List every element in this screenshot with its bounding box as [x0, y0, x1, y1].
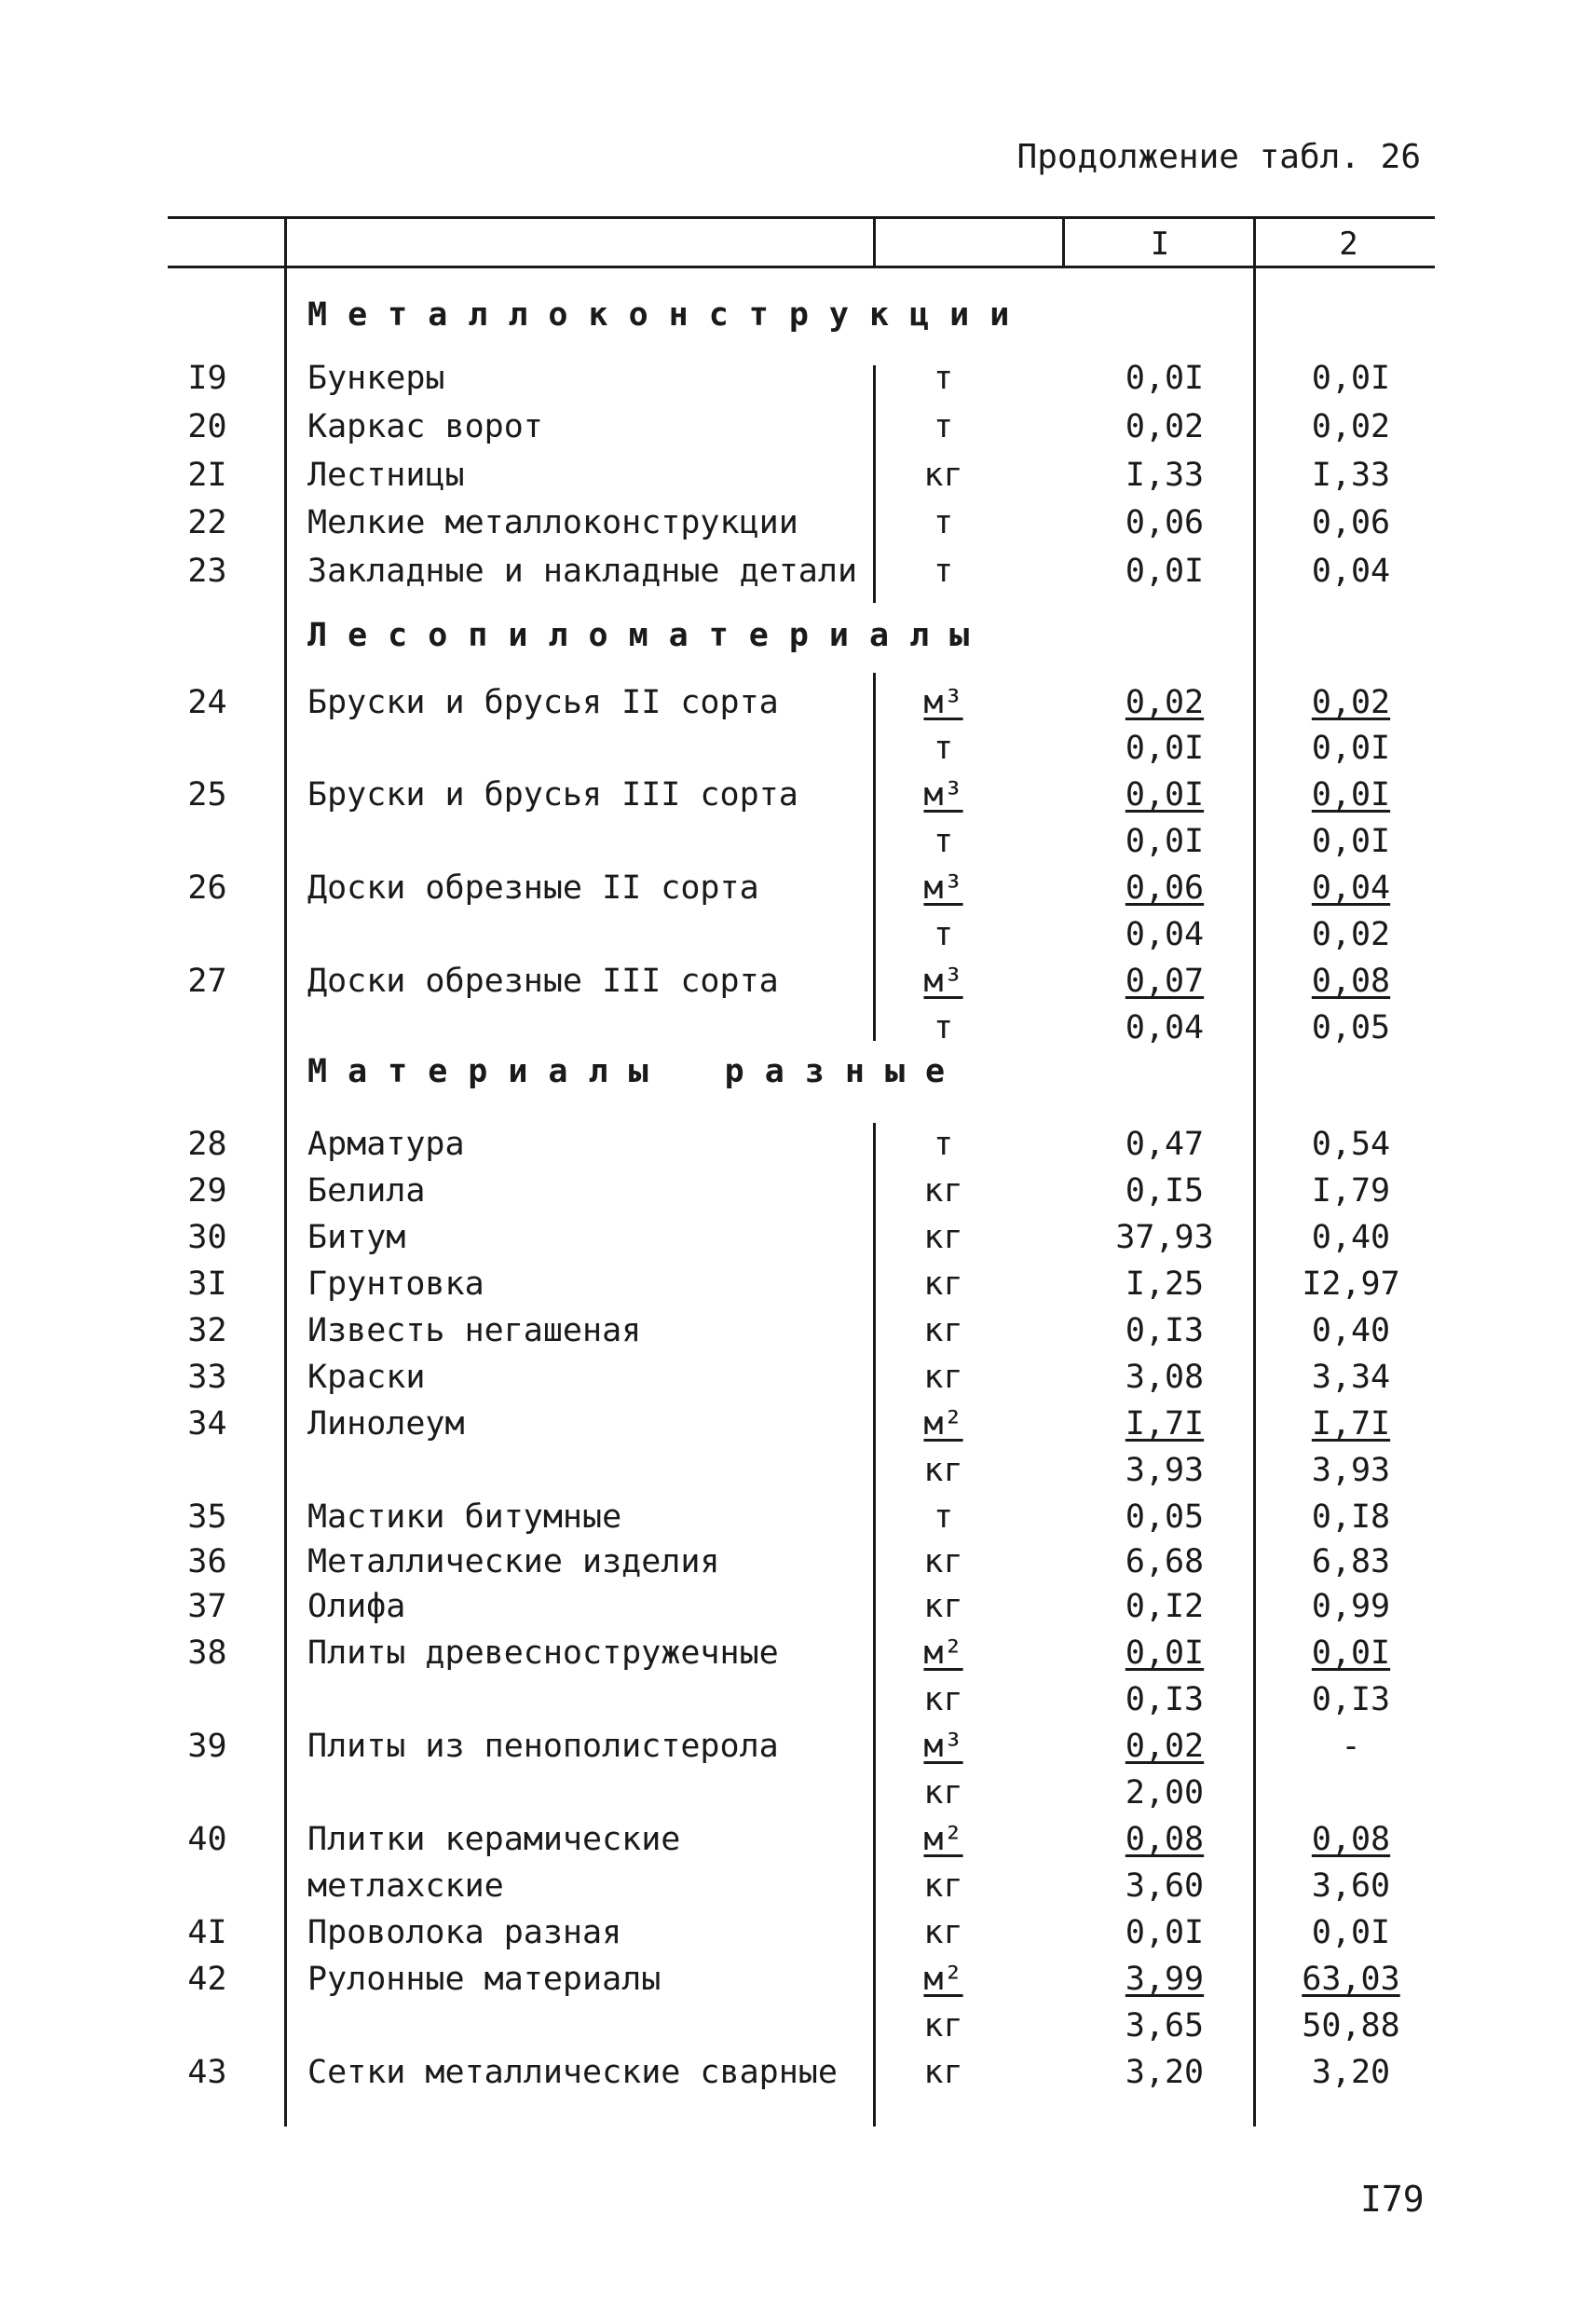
table-row: [0, 1727, 1596, 1773]
row-value-col1: 0,0I: [1125, 360, 1205, 397]
row-name: Каркас ворот: [307, 408, 543, 445]
row-name: Арматура: [307, 1126, 465, 1163]
table-row: [0, 1867, 1596, 1913]
row-name: Сетки металлические сварные: [307, 2054, 838, 2091]
row-value-col1: 0,04: [1125, 1009, 1205, 1046]
row-number: 2I: [187, 457, 227, 494]
row-unit: кг: [923, 1774, 963, 1812]
row-name: Известь негашеная: [307, 1312, 642, 1349]
row-value-col1: 3,20: [1125, 2054, 1205, 2091]
row-unit: т: [933, 504, 954, 541]
row-number: 35: [187, 1498, 227, 1536]
row-value-col1: 0,0I: [1125, 730, 1205, 767]
row-value-col1: 0,0I: [1125, 776, 1205, 814]
row-number: 42: [187, 1961, 227, 1998]
table-row: [0, 1218, 1596, 1265]
row-name: Белила: [307, 1172, 426, 1210]
row-unit: кг: [923, 1867, 963, 1905]
table-row: [0, 1265, 1596, 1311]
row-value-col1: 0,I3: [1125, 1681, 1205, 1718]
row-unit: кг: [923, 1452, 963, 1489]
row-value-col1: 0,02: [1125, 408, 1205, 445]
row-name: Бункеры: [307, 360, 445, 397]
row-value-col2: 6,83: [1311, 1543, 1391, 1580]
row-name: Проволока разная: [307, 1914, 622, 1951]
row-unit: м³: [923, 869, 963, 907]
table-row: [0, 1542, 1596, 1589]
row-unit: кг: [923, 457, 963, 494]
row-unit: м²: [923, 1821, 963, 1858]
row-value-col2: 0,54: [1311, 1126, 1391, 1163]
row-value-col2: -: [1341, 1728, 1361, 1765]
row-value-col2: 0,04: [1311, 553, 1391, 590]
row-value-col2: 63,03: [1302, 1961, 1400, 1998]
table-row: [0, 407, 1596, 454]
row-value-col2: 0,40: [1311, 1312, 1391, 1349]
row-value-col2: 0,0I: [1311, 1914, 1391, 1951]
row-unit: кг: [923, 1914, 963, 1951]
row-value-col1: 3,99: [1125, 1961, 1205, 1998]
row-number: 28: [187, 1126, 227, 1163]
row-number: 23: [187, 553, 227, 590]
row-value-col1: 3,60: [1125, 1867, 1205, 1905]
row-value-col2: 3,20: [1311, 2054, 1391, 2091]
row-unit: кг: [923, 2054, 963, 2091]
row-value-col2: 0,02: [1311, 684, 1391, 721]
row-unit: кг: [923, 1359, 963, 1396]
table-row: [0, 1311, 1596, 1358]
table-row: [0, 822, 1596, 868]
row-name: Рулонные материалы: [307, 1961, 662, 1998]
row-number: 22: [187, 504, 227, 541]
row-value-col1: 0,47: [1125, 1126, 1205, 1163]
row-value-col1: 0,08: [1125, 1821, 1205, 1858]
row-value-col2: 0,0I: [1311, 823, 1391, 860]
header-bottom-rule: [168, 266, 1435, 268]
row-value-col1: 0,02: [1125, 684, 1205, 721]
row-unit: т: [933, 730, 954, 767]
section-heading-misc-part2: разные: [724, 1053, 966, 1090]
table-row: [0, 2053, 1596, 2099]
row-value-col1: 0,I2: [1125, 1588, 1205, 1625]
table-row: [0, 1773, 1596, 1820]
row-unit: т: [933, 1009, 954, 1046]
row-value-col2: 0,I8: [1311, 1498, 1391, 1536]
table-row: [0, 359, 1596, 405]
row-unit: м³: [923, 1728, 963, 1765]
row-number: 38: [187, 1634, 227, 1672]
row-value-col1: I,25: [1125, 1265, 1205, 1303]
table-row: [0, 1820, 1596, 1867]
row-value-col1: 0,04: [1125, 916, 1205, 953]
row-unit: т: [933, 408, 954, 445]
row-number: 30: [187, 1219, 227, 1256]
row-name: Доски обрезные III сорта: [307, 963, 779, 1000]
table-row: [0, 683, 1596, 730]
table-row: [0, 503, 1596, 550]
row-number: 43: [187, 2054, 227, 2091]
row-value-col2: 3,60: [1311, 1867, 1391, 1905]
row-value-col2: 0,04: [1311, 869, 1391, 907]
table-row: [0, 1404, 1596, 1451]
row-number: 36: [187, 1543, 227, 1580]
row-unit: кг: [923, 1312, 963, 1349]
row-value-col2: 0,0I: [1311, 360, 1391, 397]
row-name: метлахские: [307, 1867, 504, 1905]
row-value-col1: 0,0I: [1125, 1634, 1205, 1672]
table-row: [0, 1913, 1596, 1960]
row-value-col1: 3,93: [1125, 1452, 1205, 1489]
row-unit: кг: [923, 1265, 963, 1303]
rule-after-name-header: [873, 216, 876, 267]
row-name: Грунтовка: [307, 1265, 484, 1303]
row-name: Бруски и брусья III сорта: [307, 776, 798, 814]
row-value-col2: 0,06: [1311, 504, 1391, 541]
row-unit: м³: [923, 963, 963, 1000]
section-heading-misc-part1: Материалы: [307, 1053, 669, 1090]
row-value-col1: 0,0I: [1125, 1914, 1205, 1951]
row-value-col2: I2,97: [1302, 1265, 1400, 1303]
row-unit: т: [933, 1498, 954, 1536]
row-value-col1: 3,08: [1125, 1359, 1205, 1396]
row-number: 33: [187, 1359, 227, 1396]
table-caption: Продолжение табл. 26: [1016, 138, 1421, 176]
section-heading-metal: Металлоконструкции: [307, 296, 1030, 334]
row-value-col1: 0,06: [1125, 869, 1205, 907]
table-row: [0, 1960, 1596, 2006]
row-value-col2: I,33: [1311, 457, 1391, 494]
table-row: [0, 775, 1596, 822]
row-value-col2: 0,I3: [1311, 1681, 1391, 1718]
row-unit: кг: [923, 1588, 963, 1625]
table-row: [0, 868, 1596, 915]
row-value-col1: I,33: [1125, 457, 1205, 494]
row-value-col1: 0,I5: [1125, 1172, 1205, 1210]
row-value-col2: 0,40: [1311, 1219, 1391, 1256]
table-row: [0, 1634, 1596, 1680]
table-row: [0, 1451, 1596, 1497]
row-number: 4I: [187, 1914, 227, 1951]
row-name: Плиты древесностружечные: [307, 1634, 779, 1672]
row-unit: т: [933, 360, 954, 397]
row-unit: т: [933, 823, 954, 860]
table-row: [0, 962, 1596, 1008]
row-unit: кг: [923, 1543, 963, 1580]
row-name: Олифа: [307, 1588, 406, 1625]
row-name: Плиты из пенополистерола: [307, 1728, 779, 1765]
row-value-col1: I,7I: [1125, 1405, 1205, 1443]
row-value-col1: 0,07: [1125, 963, 1205, 1000]
row-name: Линолеум: [307, 1405, 465, 1443]
row-name: Бруски и брусья II сорта: [307, 684, 779, 721]
row-value-col2: 3,93: [1311, 1452, 1391, 1489]
row-number: 39: [187, 1728, 227, 1765]
row-number: 40: [187, 1821, 227, 1858]
row-number: 29: [187, 1172, 227, 1210]
table-row: [0, 1680, 1596, 1727]
table-row: [0, 1125, 1596, 1171]
table-row: [0, 552, 1596, 598]
row-value-col1: 0,06: [1125, 504, 1205, 541]
row-number: 26: [187, 869, 227, 907]
table-row: [0, 915, 1596, 962]
row-number: 25: [187, 776, 227, 814]
row-value-col2: I,79: [1311, 1172, 1391, 1210]
row-value-col2: 0,08: [1311, 963, 1391, 1000]
section-heading-lumber: Лесопиломатериалы: [307, 617, 990, 654]
table-row: [0, 456, 1596, 502]
row-value-col2: 0,02: [1311, 916, 1391, 953]
row-number: 34: [187, 1405, 227, 1443]
row-unit: т: [933, 553, 954, 590]
header-top-rule: [168, 216, 1435, 219]
row-name: Мастики битумные: [307, 1498, 622, 1536]
table-row: [0, 1497, 1596, 1544]
row-value-col1: 37,93: [1115, 1219, 1214, 1256]
row-value-col1: 0,05: [1125, 1498, 1205, 1536]
rule-after-unit-column: [1062, 216, 1065, 267]
row-number: 20: [187, 408, 227, 445]
row-value-col2: 0,05: [1311, 1009, 1391, 1046]
row-name: Закладные и накладные детали: [307, 553, 858, 590]
table-row: [0, 1587, 1596, 1634]
row-name: Доски обрезные II сорта: [307, 869, 759, 907]
row-unit: м³: [923, 684, 963, 721]
section-heading-misc: [307, 1053, 965, 1090]
table-row: [0, 1171, 1596, 1218]
row-unit: м³: [923, 776, 963, 814]
row-unit: кг: [923, 1219, 963, 1256]
row-unit: т: [933, 916, 954, 953]
row-unit: т: [933, 1126, 954, 1163]
row-name: Плитки керамические: [307, 1821, 681, 1858]
row-number: 37: [187, 1588, 227, 1625]
row-value-col1: 0,0I: [1125, 823, 1205, 860]
row-value-col2: I,7I: [1311, 1405, 1391, 1443]
column-header-2: 2: [1339, 226, 1358, 263]
row-value-col2: 50,88: [1302, 2007, 1400, 2044]
row-value-col2: 0,08: [1311, 1821, 1391, 1858]
column-header-1: I: [1150, 226, 1170, 263]
row-unit: м²: [923, 1405, 963, 1443]
row-value-col1: 0,I3: [1125, 1312, 1205, 1349]
row-name: Краски: [307, 1359, 426, 1396]
row-value-col2: 0,02: [1311, 408, 1391, 445]
row-value-col1: 6,68: [1125, 1543, 1205, 1580]
row-number: 32: [187, 1312, 227, 1349]
row-unit: кг: [923, 2007, 963, 2044]
row-number: 24: [187, 684, 227, 721]
row-value-col1: 3,65: [1125, 2007, 1205, 2044]
table-row: [0, 2006, 1596, 2053]
row-value-col2: 0,99: [1311, 1588, 1391, 1625]
row-name: Металлические изделия: [307, 1543, 720, 1580]
row-value-col1: 2,00: [1125, 1774, 1205, 1812]
row-number: 3I: [187, 1265, 227, 1303]
table-row: [0, 1358, 1596, 1404]
row-value-col1: 0,0I: [1125, 553, 1205, 590]
row-unit: м²: [923, 1634, 963, 1672]
row-unit: кг: [923, 1172, 963, 1210]
row-value-col2: 0,0I: [1311, 730, 1391, 767]
row-number: I9: [187, 360, 227, 397]
table-row: [0, 1008, 1596, 1055]
row-value-col2: 3,34: [1311, 1359, 1391, 1396]
row-name: Мелкие металлоконструкции: [307, 504, 798, 541]
row-name: Битум: [307, 1219, 406, 1256]
row-value-col2: 0,0I: [1311, 1634, 1391, 1672]
row-number: 27: [187, 963, 227, 1000]
row-unit: кг: [923, 1681, 963, 1718]
table-row: [0, 729, 1596, 775]
row-value-col2: 0,0I: [1311, 776, 1391, 814]
row-name: Лестницы: [307, 457, 465, 494]
page-number: I79: [1360, 2179, 1425, 2220]
row-value-col1: 0,02: [1125, 1728, 1205, 1765]
row-unit: м²: [923, 1961, 963, 1998]
